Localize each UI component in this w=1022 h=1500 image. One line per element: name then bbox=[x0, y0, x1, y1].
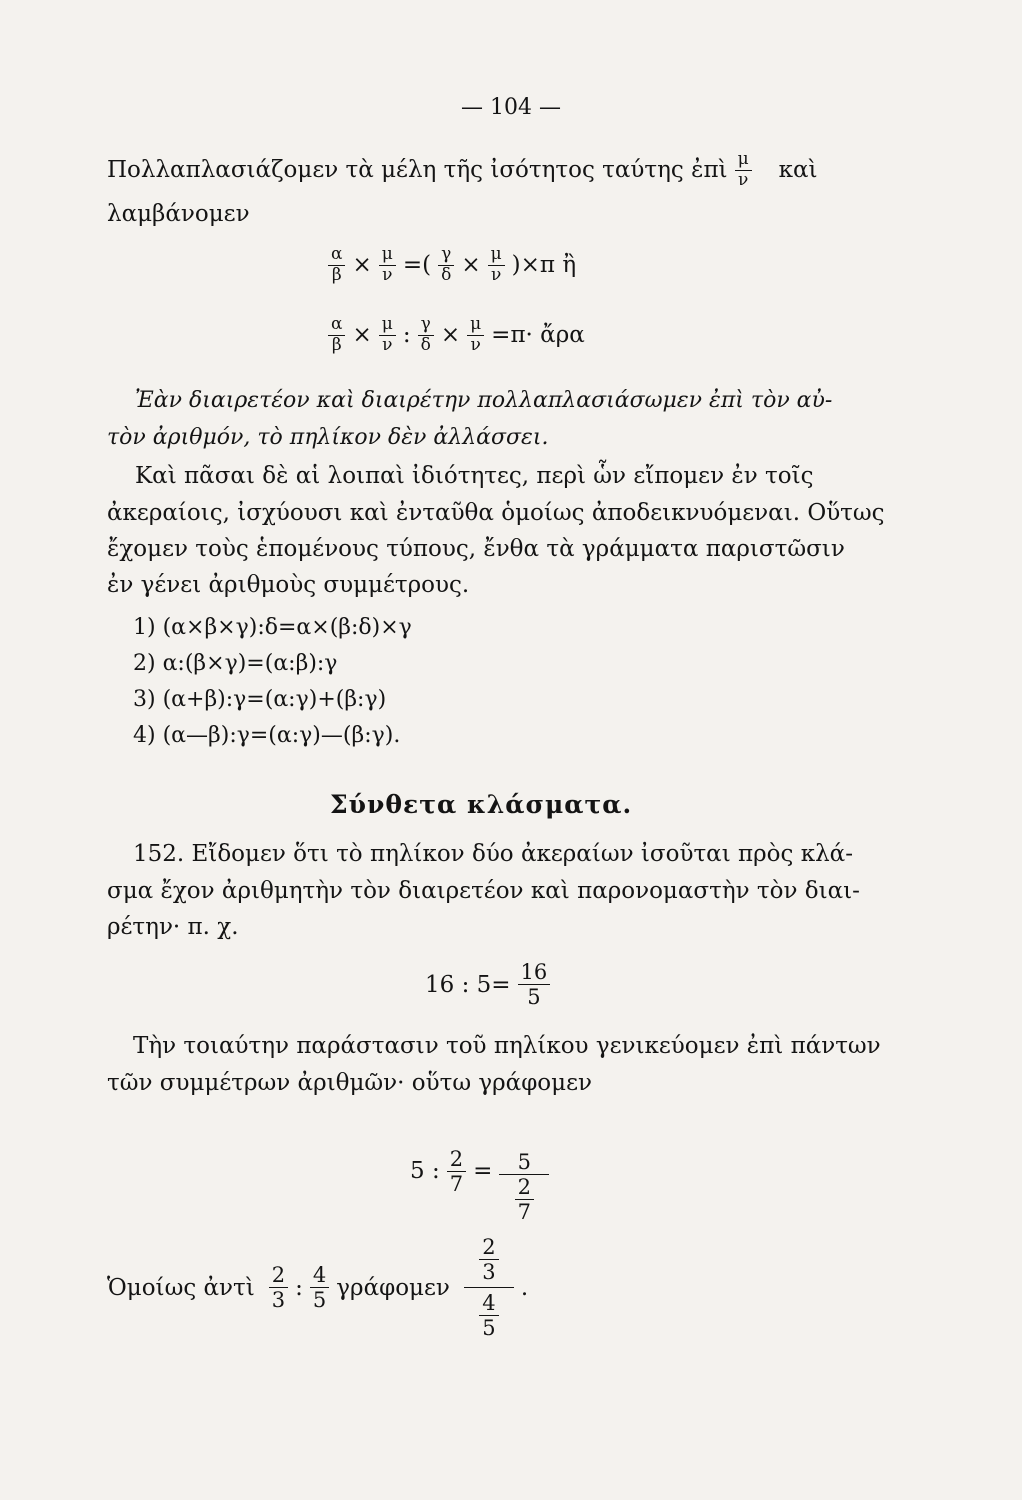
frac-den: β bbox=[331, 334, 342, 355]
eq2-frac-1 bbox=[328, 315, 345, 355]
formula-4: 4) (α—β):γ=(α:γ)—(β:γ). bbox=[133, 723, 401, 748]
para3-line-3: ρέτην· π. χ. bbox=[107, 914, 239, 940]
theorem-line-1: Ἐὰν διαιρετέον καὶ διαιρέτην πολλαπλασιάσωμεν ἐπὶ τὸν αὐ- bbox=[135, 388, 833, 413]
frac-den: δ bbox=[441, 264, 452, 285]
frac-den: ν bbox=[382, 264, 393, 285]
final-complex-frac bbox=[464, 1235, 514, 1341]
frac-num: 2 bbox=[271, 1263, 286, 1288]
formula-3: 3) (α+β):γ=(α:γ)+(β:γ) bbox=[133, 687, 387, 712]
para2-line-2: ἀκεραίοις, ἰσχύουσι καὶ ἐνταῦθα ὁμοίως ἀποδεικνυόμεναι. Οὕτως bbox=[107, 500, 885, 526]
eq3-frac bbox=[518, 960, 551, 1009]
frac-num: 5 bbox=[517, 1150, 532, 1174]
eq4-frac-1 bbox=[447, 1147, 466, 1196]
frac-num: μ bbox=[381, 244, 393, 264]
frac-den: δ bbox=[420, 334, 431, 355]
frac-num: 2 bbox=[449, 1146, 464, 1171]
final-period: . bbox=[520, 1274, 529, 1301]
frac-den: 5 bbox=[482, 1316, 496, 1341]
frac-num: α bbox=[331, 314, 343, 334]
times-sign: × bbox=[440, 322, 461, 349]
eq1-tail: )×π ἢ bbox=[511, 252, 577, 279]
eq3-lhs: 16 : 5= bbox=[425, 971, 511, 998]
para1-text: Πολλαπλασιάζομεν τὰ μέλη τῆς ἰσότητος ταύτης ἐπὶ bbox=[107, 156, 728, 183]
frac-den: ν bbox=[470, 334, 481, 355]
frac-den: ν bbox=[490, 264, 502, 285]
colon-sign: : bbox=[402, 322, 411, 349]
final-line bbox=[107, 1235, 528, 1341]
para2-line-4: ἐν γένει ἀριθμοὺς συμμέτρους. bbox=[107, 572, 470, 598]
frac-num: μ bbox=[470, 314, 482, 334]
frac-den: β bbox=[331, 264, 342, 285]
para4-line-1: Τὴν τοιαύτην παράστασιν τοῦ πηλίκου γενικεύομεν ἐπὶ πάντων bbox=[133, 1033, 881, 1059]
frac-num: γ bbox=[420, 314, 431, 334]
final-lead: Ὁμοίως ἀντὶ bbox=[107, 1274, 255, 1301]
times-sign: × bbox=[461, 252, 481, 279]
final-top-frac bbox=[479, 1235, 498, 1284]
para1-line2: λαμβάνομεν bbox=[107, 201, 250, 227]
para2-line-1: Καὶ πᾶσαι δὲ αἱ λοιπαὶ ἰδιότητες, περὶ ὧν εἴπομεν ἐν τοῖς bbox=[135, 463, 814, 489]
para1-end: καὶ bbox=[778, 156, 818, 183]
frac-num: γ bbox=[441, 244, 452, 264]
frac-den: 5 bbox=[527, 985, 541, 1010]
frac-den: 7 bbox=[517, 1200, 532, 1225]
frac-num: 16 bbox=[520, 960, 548, 984]
fraction-mu-nu bbox=[735, 150, 752, 190]
eq2-frac-2 bbox=[379, 315, 396, 355]
eq1-frac-4 bbox=[488, 245, 505, 285]
eq2-frac-4 bbox=[467, 315, 484, 355]
eq1-frac-1 bbox=[328, 245, 345, 285]
para2-line-3: ἔχομεν τοὺς ἑπομένους τύπους, ἔνθα τὰ γράμματα παριστῶσιν bbox=[107, 536, 845, 562]
page-number: — 104 — bbox=[461, 95, 561, 120]
frac-num: 4 bbox=[482, 1291, 496, 1316]
equals-sign: = bbox=[473, 1158, 493, 1185]
final-frac-2 bbox=[310, 1263, 329, 1312]
frac-num: μ bbox=[490, 244, 502, 264]
frac-den: 7 bbox=[449, 1171, 464, 1196]
theorem-line-2: τὸν ἀριθμόν, τὸ πηλίκον δὲν ἀλλάσσει. bbox=[107, 425, 549, 450]
para3-line-2: σμα ἔχον ἀριθμητὴν τὸν διαιρετέον καὶ παρονομαστὴν τὸν διαι- bbox=[107, 878, 860, 904]
frac-bar bbox=[464, 1287, 514, 1288]
colon-sign: : bbox=[295, 1274, 303, 1301]
final-bottom-frac bbox=[479, 1291, 498, 1340]
frac-num: 2 bbox=[482, 1235, 496, 1259]
section-heading: Σύνθετα κλάσματα. bbox=[330, 790, 633, 819]
frac-num: 2 bbox=[517, 1175, 532, 1200]
times-sign: × bbox=[352, 252, 372, 279]
formula-1: 1) (α×β×γ):δ=α×(β:δ)×γ bbox=[133, 615, 412, 640]
frac-num: α bbox=[331, 244, 343, 264]
eq4-inner-frac bbox=[515, 1175, 534, 1224]
times-sign: × bbox=[352, 322, 372, 349]
frac-den: 3 bbox=[482, 1260, 496, 1285]
frac-num: μ bbox=[737, 149, 749, 169]
frac-den: 3 bbox=[271, 1288, 286, 1313]
frac-den: ν bbox=[382, 334, 393, 355]
equation-1 bbox=[325, 245, 576, 285]
equation-2 bbox=[325, 315, 585, 355]
para1-line1 bbox=[107, 150, 818, 190]
equals-paren: =( bbox=[402, 252, 432, 279]
eq1-frac-3 bbox=[438, 245, 454, 285]
formula-2: 2) α:(β×γ)=(α:β):γ bbox=[133, 651, 338, 676]
eq2-tail: =π· ἄρα bbox=[491, 322, 585, 349]
eq2-frac-3 bbox=[418, 315, 434, 355]
equation-3 bbox=[425, 960, 553, 1009]
frac-den: 5 bbox=[312, 1288, 327, 1313]
eq4-lhs: 5 : bbox=[410, 1158, 440, 1185]
eq1-frac-2 bbox=[379, 245, 396, 285]
para3-line-1: 152. Εἴδομεν ὅτι τὸ πηλίκον δύο ἀκεραίων ἰσοῦται πρὸς κλά- bbox=[133, 841, 853, 867]
equation-4 bbox=[410, 1118, 552, 1224]
frac-num: 4 bbox=[312, 1263, 327, 1288]
final-frac-1 bbox=[269, 1263, 288, 1312]
final-mid: γράφομεν bbox=[336, 1274, 450, 1301]
frac-den: ν bbox=[737, 169, 749, 190]
frac-num: μ bbox=[381, 314, 393, 334]
para4-line-2: τῶν συμμέτρων ἀριθμῶν· οὕτω γράφομεν bbox=[107, 1070, 592, 1096]
eq4-complex-frac bbox=[499, 1150, 549, 1224]
